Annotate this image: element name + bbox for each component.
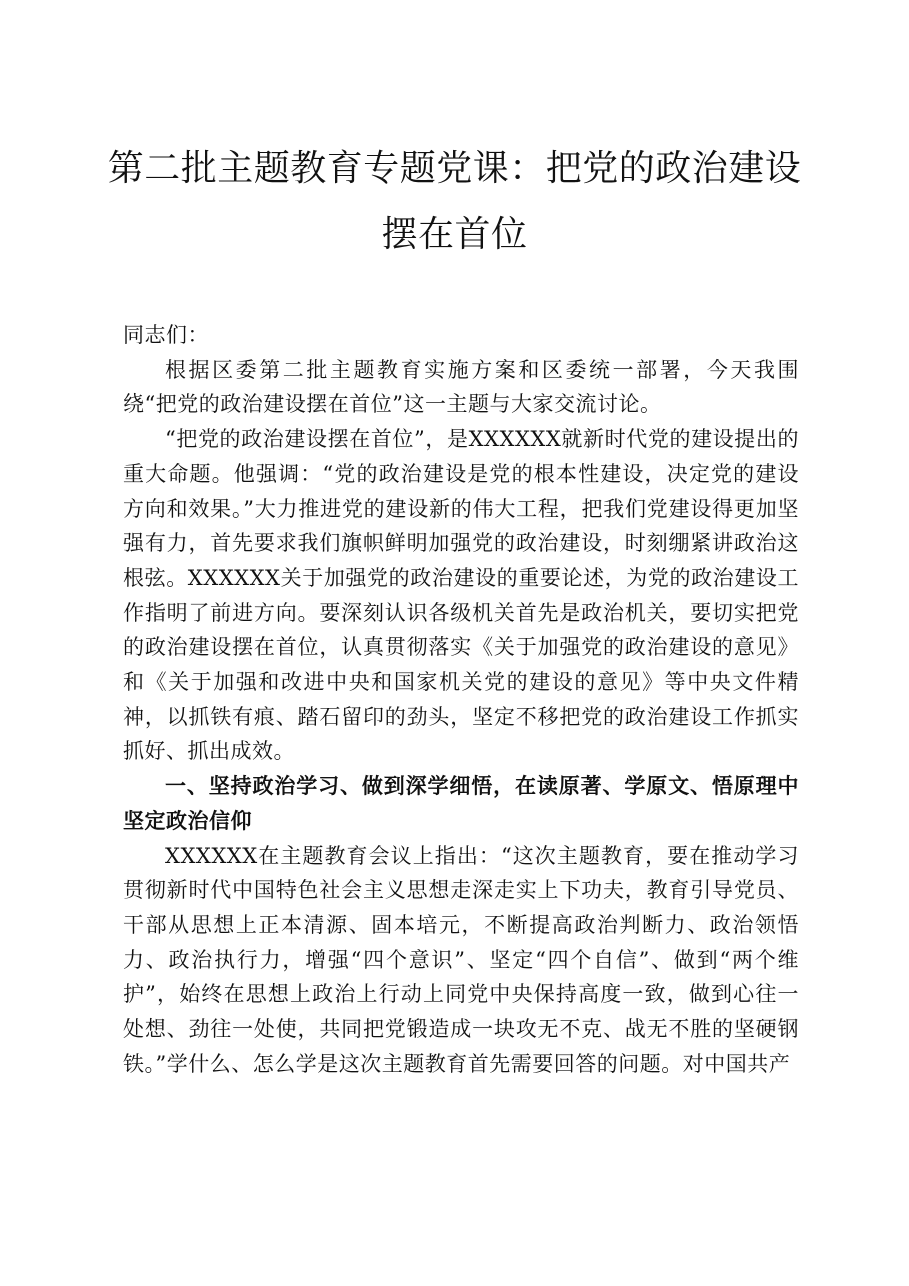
salutation: 同志们： <box>123 323 209 347</box>
document-title: 第二批主题教育专题党课：把党的政治建设摆在首位 <box>107 148 802 255</box>
section-paragraph: XXXXXX在主题教育会议上指出：“这次主题教育，要在推动学习贯彻新时代中国特色社会主义思想走深走实上下功夫，教育引导党员、干部从思想上正本清源、固本培元，不断提高政治判断力、政治领悟力、政治执行力，增强“四个意识”、坚定“四个自信”、做到“两个维护”，始终在思想上政治上行动上同党中央保持高度一致，做到心往一处想、劲往一处使，共同把党锻造成一块攻无不克、战无不胜的坚硬钢铁。”学什么、怎么学是这次主题教育首先需要回答的问题。对中国共产 <box>123 843 799 1076</box>
section-heading: 一、坚持政治学习、做到深学细悟，在读原著、学原文、悟原理中坚定政治信仰 <box>123 774 799 833</box>
document-body <box>123 318 799 1081</box>
paragraph-main: “把党的政治建设摆在首位”，是XXXXXX就新时代党的建设提出的重大命题。他强调：“党的政治建设是党的根本性建设，决定党的建设方向和效果。”大力推进党的建设新的伟大工程，把我们党建设得更加坚强有力，首先要求我们旗帜鲜明加强党的政治建设，时刻绷紧讲政治这根弦。XXXXXX关于加强党的政治建设的重要论述，为党的政治建设工作指明了前进方向。要深刻认识各级机关首先是政治机关，要切实把党的政治建设摆在首位，认真贯彻落实《关于加强党的政治建设的意见》和《关于加强和改进中央和国家机关党的建设的意见》等中央文件精神，以抓铁有痕、踏石留印的劲头，坚定不移把党的政治建设工作抓实抓好、抓出成效。 <box>123 427 799 764</box>
paragraph-intro: 根据区委第二批主题教育实施方案和区委统一部署，今天我围绕“把党的政治建设摆在首位”这一主题与大家交流讨论。 <box>123 357 799 417</box>
